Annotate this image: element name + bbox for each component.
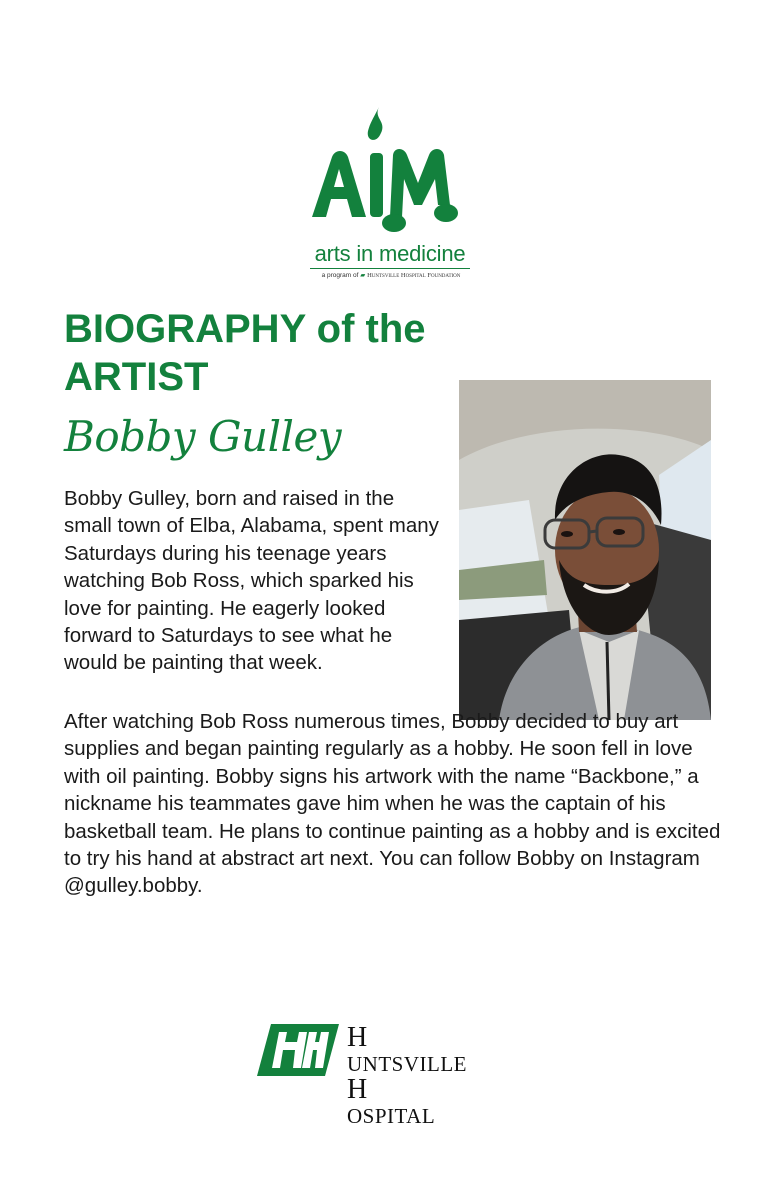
aim-tagline: arts in medicine [314,241,466,266]
artist-portrait-photo [459,380,711,720]
aim-program-prefix: a program of [321,272,359,279]
aim-program-org: Huntsville Hospital Foundation [367,272,461,279]
hh-logo-icon [257,1022,339,1078]
aim-logo-mark [300,105,480,240]
huntsville-hospital-logo [257,1022,537,1128]
bio-paragraph-1: Bobby Gulley, born and raised in the small town of Elba, Alabama, spent many Saturdays during his teenage years watching Bob Ross, which sparked his love for painting. He eagerly looked forward to Saturdays to see what he would be painting that week. [64,487,439,675]
hh-wordmark [347,1022,467,1129]
aim-logo [300,105,480,280]
aim-program-line [306,271,476,279]
hh-line-1: H UNTSVILLE [347,1022,467,1076]
title-line-1: BIOGRAPHY of the [64,307,426,351]
hh-mini-icon: ▰ [360,272,366,279]
page-title [64,305,524,401]
title-line-2: ARTIST [64,355,209,399]
bio-paragraph-2: After watching Bob Ross numerous times, Bobby decided to buy art supplies and began painting regularly as a hobby. He soon fell in love with oil painting. Bobby signs his artwork with the name “Backbone,” a nickname his teammates gave him when he was the captain of his basketball team. He plans to continue painting as a hobby and is excited to try his hand at abstract art next. You can follow Bobby on Instagram @gulley.bobby. [64,710,721,898]
aim-divider [310,268,470,269]
hh-line-2: H OSPITAL [347,1074,436,1128]
artist-name: Bobby Gulley [64,412,342,461]
